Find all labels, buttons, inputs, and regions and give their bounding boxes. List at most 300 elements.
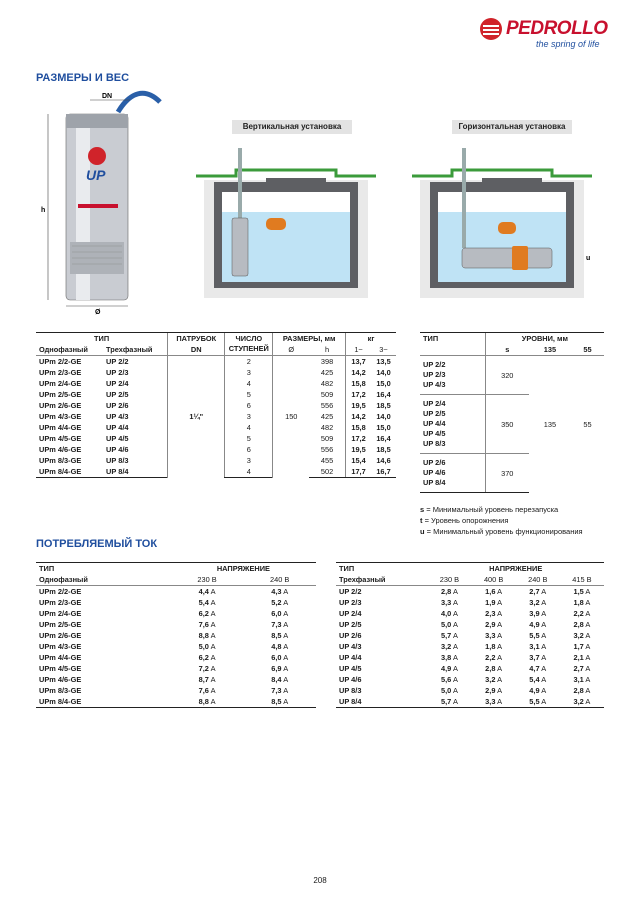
current-unit: A bbox=[497, 642, 503, 651]
current-value-cell bbox=[560, 630, 604, 641]
current-value: 8,8 bbox=[198, 697, 209, 706]
dims-single-model: UPm 8/3-GE bbox=[39, 456, 82, 465]
dims-three-model: UP 2/6 bbox=[106, 401, 129, 410]
levels-t-value: 135 bbox=[529, 356, 571, 493]
current-value-cell bbox=[243, 652, 316, 663]
current-value-cell bbox=[171, 641, 244, 652]
current-value-cell bbox=[516, 685, 560, 696]
ct-sub-three: Трехфазный bbox=[339, 575, 386, 584]
levels-header-levels: УРОВНИ, мм bbox=[485, 333, 604, 345]
dims-kg-1ph: 13,7 bbox=[346, 356, 372, 368]
levels-model-item: UP 2/2 bbox=[423, 360, 446, 369]
current-unit: A bbox=[283, 620, 289, 629]
current-unit: A bbox=[210, 642, 216, 651]
current-unit: A bbox=[541, 686, 547, 695]
cs-sub-v1: 230 В bbox=[197, 575, 217, 584]
current-value-cell bbox=[171, 608, 244, 619]
dims-kg-3ph: 15,0 bbox=[376, 423, 391, 432]
current-value: 6,2 bbox=[198, 609, 209, 618]
dims-kg-3ph: 16,4 bbox=[376, 434, 391, 443]
dims-sub-single: Однофазный bbox=[39, 345, 88, 354]
current-unit: A bbox=[210, 664, 216, 673]
dims-h: 482 bbox=[320, 379, 334, 388]
current-value-cell bbox=[171, 630, 244, 641]
current-value: 2,8 bbox=[573, 686, 584, 695]
current-value: 4,9 bbox=[529, 620, 540, 629]
current-value: 3,7 bbox=[529, 653, 540, 662]
current-unit: A bbox=[452, 686, 458, 695]
page-number: 208 bbox=[313, 876, 327, 885]
current-value-cell bbox=[516, 696, 560, 708]
current-model: UP 2/3 bbox=[339, 598, 362, 607]
legend-item-t: t = Уровень опорожнения bbox=[420, 516, 509, 525]
current-value: 5,2 bbox=[271, 598, 282, 607]
legend-item-u: u = Минимальный уровень функционирования bbox=[420, 527, 583, 536]
current-value: 3,8 bbox=[441, 653, 452, 662]
dims-sub-1ph: 1~ bbox=[346, 344, 372, 356]
current-value-cell bbox=[560, 597, 604, 608]
current-unit: A bbox=[283, 697, 289, 706]
table-row bbox=[336, 608, 604, 619]
current-unit: A bbox=[541, 620, 547, 629]
current-unit: A bbox=[497, 675, 503, 684]
current-value: 8,4 bbox=[271, 675, 282, 684]
current-value: 4,9 bbox=[441, 664, 452, 673]
levels-model-item: UP 8/4 bbox=[423, 478, 446, 487]
current-unit: A bbox=[452, 598, 458, 607]
dims-three-model: UP 4/5 bbox=[106, 434, 129, 443]
levels-s-value: 350 bbox=[485, 395, 529, 454]
current-value-cell bbox=[560, 586, 604, 598]
levels-model-item: UP 4/5 bbox=[423, 429, 446, 438]
current-value: 2,8 bbox=[485, 664, 496, 673]
current-value-cell bbox=[171, 685, 244, 696]
current-model: UPm 2/3-GE bbox=[39, 598, 82, 607]
dims-kg-1ph: 17,2 bbox=[346, 433, 372, 444]
current-unit: A bbox=[452, 620, 458, 629]
current-unit: A bbox=[283, 609, 289, 618]
dims-h: 455 bbox=[320, 456, 334, 465]
table-row bbox=[36, 685, 316, 696]
current-value-cell bbox=[472, 619, 516, 630]
dims-sub-diam: Ø bbox=[273, 344, 309, 356]
current-value: 2,3 bbox=[485, 609, 496, 618]
current-unit: A bbox=[541, 664, 547, 673]
current-value: 7,6 bbox=[198, 620, 209, 629]
dims-three-model: UP 8/4 bbox=[103, 466, 168, 478]
current-unit: A bbox=[585, 675, 591, 684]
current-value: 6,0 bbox=[271, 609, 282, 618]
current-value-cell bbox=[560, 652, 604, 663]
current-value: 2,9 bbox=[485, 686, 496, 695]
current-model: UP 8/4 bbox=[336, 696, 427, 708]
current-unit: A bbox=[541, 653, 547, 662]
current-value: 3,3 bbox=[485, 697, 496, 706]
current-value: 5,4 bbox=[529, 675, 540, 684]
current-value-cell bbox=[427, 586, 471, 598]
dims-stages: 4 bbox=[225, 378, 273, 389]
current-unit: A bbox=[541, 609, 547, 618]
cs-sub-v2: 240 В bbox=[270, 575, 290, 584]
current-model: UPm 8/3-GE bbox=[39, 686, 82, 695]
current-value-cell bbox=[560, 696, 604, 708]
levels-model-item: UP 2/6 bbox=[423, 458, 446, 467]
current-unit: A bbox=[283, 587, 289, 596]
current-value: 7,3 bbox=[271, 686, 282, 695]
table-row bbox=[36, 663, 316, 674]
current-unit: A bbox=[541, 675, 547, 684]
u-label: u bbox=[586, 255, 591, 262]
current-unit: A bbox=[452, 697, 458, 706]
dimensions-table bbox=[36, 332, 396, 478]
current-value: 1,8 bbox=[573, 598, 584, 607]
dims-h: 425 bbox=[320, 412, 334, 421]
current-model: UPm 4/3-GE bbox=[39, 642, 82, 651]
dims-h: 556 bbox=[320, 445, 334, 454]
dims-kg-3ph: 14,0 bbox=[376, 368, 391, 377]
current-unit: A bbox=[585, 609, 591, 618]
current-value-cell bbox=[243, 641, 316, 652]
current-value: 2,8 bbox=[573, 620, 584, 629]
ct-sub-v3: 240 В bbox=[528, 575, 548, 584]
current-unit: A bbox=[585, 664, 591, 673]
current-value-cell bbox=[516, 586, 560, 598]
levels-s-value: 370 bbox=[485, 454, 529, 493]
current-unit: A bbox=[585, 653, 591, 662]
current-value: 8,7 bbox=[198, 675, 209, 684]
current-unit: A bbox=[585, 642, 591, 651]
levels-model-item: UP 8/3 bbox=[423, 439, 446, 448]
current-value-cell bbox=[243, 630, 316, 641]
dims-three-model: UP 2/4 bbox=[106, 379, 129, 388]
current-model: UPm 4/6-GE bbox=[39, 675, 82, 684]
table-row bbox=[36, 356, 396, 368]
current-unit: A bbox=[210, 631, 216, 640]
dims-header-type: ТИП bbox=[36, 333, 168, 345]
current-model: UPm 2/6-GE bbox=[39, 631, 82, 640]
ct-sub-v2: 400 В bbox=[483, 575, 504, 584]
current-value: 8,5 bbox=[271, 697, 282, 706]
dims-three-model: UP 2/3 bbox=[106, 368, 129, 377]
dims-single-model: UPm 2/3-GE bbox=[39, 368, 82, 377]
dims-single-model: UPm 4/4-GE bbox=[39, 423, 82, 432]
dims-stages: 3 bbox=[225, 411, 273, 422]
current-model: UPm 4/5-GE bbox=[39, 664, 82, 673]
current-value-cell bbox=[560, 674, 604, 685]
current-unit: A bbox=[283, 675, 289, 684]
dims-stages: 3 bbox=[225, 455, 273, 466]
current-model: UP 2/6 bbox=[339, 631, 362, 640]
pump-illustration bbox=[40, 92, 180, 316]
levels-sub-s: s bbox=[485, 344, 529, 356]
dims-header-stages: ЧИСЛО СТУПЕНЕЙ bbox=[225, 333, 273, 356]
cs-header-type: ТИП bbox=[36, 563, 171, 575]
dims-three-model: UP 4/3 bbox=[106, 412, 129, 421]
current-value: 3,3 bbox=[441, 598, 452, 607]
brand-tagline: the spring of life bbox=[536, 39, 600, 49]
current-unit: A bbox=[497, 587, 503, 596]
table-row bbox=[336, 619, 604, 630]
table-row bbox=[336, 696, 604, 708]
dims-kg-3ph: 18,5 bbox=[376, 445, 391, 454]
table-row bbox=[336, 630, 604, 641]
current-value-cell bbox=[516, 608, 560, 619]
dims-h: 556 bbox=[320, 401, 334, 410]
dims-kg-3ph: 13,5 bbox=[371, 356, 396, 368]
current-value: 3,2 bbox=[573, 631, 584, 640]
current-value: 5,0 bbox=[441, 620, 452, 629]
current-value: 5,0 bbox=[441, 686, 452, 695]
dims-three-model: UP 2/5 bbox=[106, 390, 129, 399]
current-model: UP 4/5 bbox=[339, 664, 362, 673]
current-unit: A bbox=[497, 697, 503, 706]
current-value: 7,3 bbox=[271, 620, 282, 629]
current-value-cell bbox=[427, 619, 471, 630]
levels-header-type: ТИП bbox=[420, 333, 485, 345]
current-value: 8,5 bbox=[271, 631, 282, 640]
table-row bbox=[336, 652, 604, 663]
current-unit: A bbox=[210, 620, 216, 629]
dn-label: DN bbox=[102, 93, 113, 100]
current-model: UP 4/3 bbox=[339, 642, 362, 651]
dims-three-model: UP 8/3 bbox=[106, 456, 129, 465]
current-unit: A bbox=[210, 675, 216, 684]
current-unit: A bbox=[497, 664, 503, 673]
levels-model-item: UP 2/4 bbox=[423, 399, 446, 408]
brand-name: PEDROLLO bbox=[506, 18, 608, 39]
ct-sub-v1: 230 В bbox=[439, 575, 460, 584]
current-model: UP 2/5 bbox=[339, 620, 362, 629]
current-value-cell bbox=[560, 685, 604, 696]
dims-kg-3ph: 14,6 bbox=[376, 456, 391, 465]
current-value: 8,8 bbox=[198, 631, 209, 640]
table-row bbox=[336, 641, 604, 652]
table-row bbox=[36, 630, 316, 641]
current-value-cell bbox=[243, 674, 316, 685]
dims-kg-1ph: 19,5 bbox=[346, 444, 372, 455]
current-value: 5,4 bbox=[198, 598, 209, 607]
levels-models bbox=[420, 395, 485, 454]
dims-stages: 5 bbox=[225, 433, 273, 444]
current-unit: A bbox=[283, 642, 289, 651]
current-value-cell bbox=[472, 685, 516, 696]
levels-sub-u: 55 bbox=[583, 345, 592, 354]
current-unit: A bbox=[452, 631, 458, 640]
current-unit: A bbox=[452, 642, 458, 651]
current-unit: A bbox=[541, 697, 547, 706]
current-unit: A bbox=[210, 598, 216, 607]
current-unit: A bbox=[283, 631, 289, 640]
dims-diam-value: 150 bbox=[273, 356, 309, 478]
dims-kg-3ph: 16,4 bbox=[376, 390, 391, 399]
current-value-cell bbox=[516, 597, 560, 608]
current-value-cell bbox=[427, 674, 471, 685]
current-value-cell bbox=[427, 597, 471, 608]
dims-h: 425 bbox=[320, 368, 334, 377]
current-value: 6,0 bbox=[271, 653, 282, 662]
dims-kg-1ph: 15,8 bbox=[346, 378, 372, 389]
current-unit: A bbox=[541, 642, 547, 651]
current-value-cell bbox=[472, 608, 516, 619]
current-unit: A bbox=[452, 587, 458, 596]
levels-legend bbox=[420, 504, 610, 537]
dims-single-model: UPm 2/2-GE bbox=[36, 356, 103, 368]
current-value-cell bbox=[171, 597, 244, 608]
current-value: 2,2 bbox=[573, 609, 584, 618]
current-unit: A bbox=[541, 587, 547, 596]
current-unit: A bbox=[452, 675, 458, 684]
current-value-cell bbox=[472, 586, 516, 598]
current-value-cell bbox=[472, 652, 516, 663]
current-value: 1,7 bbox=[573, 642, 584, 651]
dims-single-model: UPm 2/6-GE bbox=[39, 401, 82, 410]
current-unit: A bbox=[452, 664, 458, 673]
current-value-cell bbox=[171, 663, 244, 674]
dims-single-model: UPm 2/5-GE bbox=[39, 390, 82, 399]
current-unit: A bbox=[497, 620, 503, 629]
current-unit: A bbox=[283, 598, 289, 607]
table-row bbox=[36, 608, 316, 619]
dims-h: 398 bbox=[309, 356, 345, 368]
current-value: 4,9 bbox=[529, 686, 540, 695]
dims-kg-3ph: 18,5 bbox=[376, 401, 391, 410]
table-row bbox=[36, 641, 316, 652]
dims-sub-h: h bbox=[325, 345, 330, 354]
current-unit: A bbox=[585, 631, 591, 640]
levels-s-value: 320 bbox=[485, 356, 529, 395]
current-value-cell bbox=[171, 619, 244, 630]
current-value: 3,2 bbox=[485, 675, 496, 684]
current-value-cell bbox=[427, 685, 471, 696]
current-value: 2,7 bbox=[529, 587, 540, 596]
current-value: 1,8 bbox=[485, 642, 496, 651]
levels-model-item: UP 2/3 bbox=[423, 370, 446, 379]
current-model: UPm 2/2-GE bbox=[36, 586, 171, 598]
current-unit: A bbox=[210, 609, 216, 618]
current-value-cell bbox=[427, 630, 471, 641]
current-model: UP 2/2 bbox=[336, 586, 427, 598]
levels-model-item: UP 4/6 bbox=[423, 468, 446, 477]
current-unit: A bbox=[585, 697, 591, 706]
current-value: 3,9 bbox=[529, 609, 540, 618]
current-value: 3,3 bbox=[485, 631, 496, 640]
table-row bbox=[420, 356, 604, 395]
brand-logo bbox=[480, 18, 620, 50]
dims-single-model: UPm 4/5-GE bbox=[39, 434, 82, 443]
current-value: 4,0 bbox=[441, 609, 452, 618]
table-row bbox=[36, 652, 316, 663]
dims-header-sizes: РАЗМЕРЫ, мм bbox=[273, 333, 346, 345]
dims-kg-1ph: 14,2 bbox=[346, 411, 372, 422]
current-value-cell bbox=[560, 619, 604, 630]
current-value-cell bbox=[560, 663, 604, 674]
table-row bbox=[36, 597, 316, 608]
current-value: 6,9 bbox=[271, 664, 282, 673]
dims-sub-three: Трехфазный bbox=[106, 345, 153, 354]
current-three-table bbox=[336, 562, 604, 708]
dims-three-model: UP 4/4 bbox=[106, 423, 129, 432]
current-value: 1,6 bbox=[485, 587, 496, 596]
current-value: 3,1 bbox=[529, 642, 540, 651]
current-value: 2,7 bbox=[573, 664, 584, 673]
current-value: 5,5 bbox=[529, 631, 540, 640]
dims-stages: 4 bbox=[225, 466, 273, 478]
dims-h: 482 bbox=[320, 423, 334, 432]
current-value-cell bbox=[472, 641, 516, 652]
dims-kg-3ph: 16,7 bbox=[371, 466, 396, 478]
dims-single-model: UPm 2/4-GE bbox=[39, 379, 82, 388]
current-unit: A bbox=[585, 587, 591, 596]
current-value-cell bbox=[560, 641, 604, 652]
dims-single-model: UPm 4/3-GE bbox=[39, 412, 82, 421]
current-value: 7,6 bbox=[198, 686, 209, 695]
table-row bbox=[336, 597, 604, 608]
current-value-cell bbox=[171, 586, 244, 598]
section-title-dimensions: РАЗМЕРЫ И ВЕС bbox=[36, 72, 130, 84]
current-model: UPm 2/5-GE bbox=[39, 620, 82, 629]
current-value-cell bbox=[427, 696, 471, 708]
current-unit: A bbox=[497, 686, 503, 695]
section-title-current: ПОТРЕБЛЯЕМЫЙ ТОК bbox=[36, 538, 158, 550]
dims-h: 502 bbox=[309, 466, 345, 478]
current-value-cell bbox=[472, 663, 516, 674]
current-value-cell bbox=[243, 597, 316, 608]
dims-three-model: UP 2/2 bbox=[103, 356, 168, 368]
current-value: 1,5 bbox=[573, 587, 584, 596]
current-value-cell bbox=[243, 696, 316, 708]
table-row bbox=[336, 586, 604, 598]
current-value-cell bbox=[427, 652, 471, 663]
dims-header-kg: кг bbox=[346, 333, 396, 345]
current-unit: A bbox=[283, 664, 289, 673]
ct-header-voltage: НАПРЯЖЕНИЕ bbox=[427, 563, 604, 575]
current-value-cell bbox=[516, 630, 560, 641]
current-value: 4,8 bbox=[271, 642, 282, 651]
current-model: UPm 4/4-GE bbox=[39, 653, 82, 662]
current-unit: A bbox=[283, 686, 289, 695]
current-value: 3,2 bbox=[529, 598, 540, 607]
current-value: 2,2 bbox=[485, 653, 496, 662]
table-row bbox=[36, 674, 316, 685]
current-model: UPm 8/4-GE bbox=[36, 696, 171, 708]
current-value-cell bbox=[472, 597, 516, 608]
current-value-cell bbox=[171, 652, 244, 663]
brand-disc-icon bbox=[480, 18, 502, 40]
current-unit: A bbox=[210, 653, 216, 662]
dims-kg-1ph: 15,8 bbox=[346, 422, 372, 433]
current-value-cell bbox=[171, 696, 244, 708]
current-value-cell bbox=[427, 641, 471, 652]
current-value-cell bbox=[427, 663, 471, 674]
dims-single-model: UPm 8/4-GE bbox=[36, 466, 103, 478]
current-unit: A bbox=[283, 653, 289, 662]
levels-model-item: UP 4/3 bbox=[423, 380, 446, 389]
current-value-cell bbox=[560, 608, 604, 619]
ct-sub-v4: 415 В bbox=[572, 575, 592, 584]
current-value: 7,2 bbox=[198, 664, 209, 673]
ct-header-type: ТИП bbox=[336, 563, 427, 575]
current-unit: A bbox=[541, 598, 547, 607]
pump-product-text: UP bbox=[86, 167, 106, 183]
dims-stages: 6 bbox=[225, 400, 273, 411]
current-value-cell bbox=[472, 674, 516, 685]
dims-kg-1ph: 17,7 bbox=[346, 466, 372, 478]
table-row bbox=[36, 696, 316, 708]
current-unit: A bbox=[452, 653, 458, 662]
dims-kg-1ph: 19,5 bbox=[346, 400, 372, 411]
dims-stages: 5 bbox=[225, 389, 273, 400]
current-value: 2,8 bbox=[441, 587, 452, 596]
